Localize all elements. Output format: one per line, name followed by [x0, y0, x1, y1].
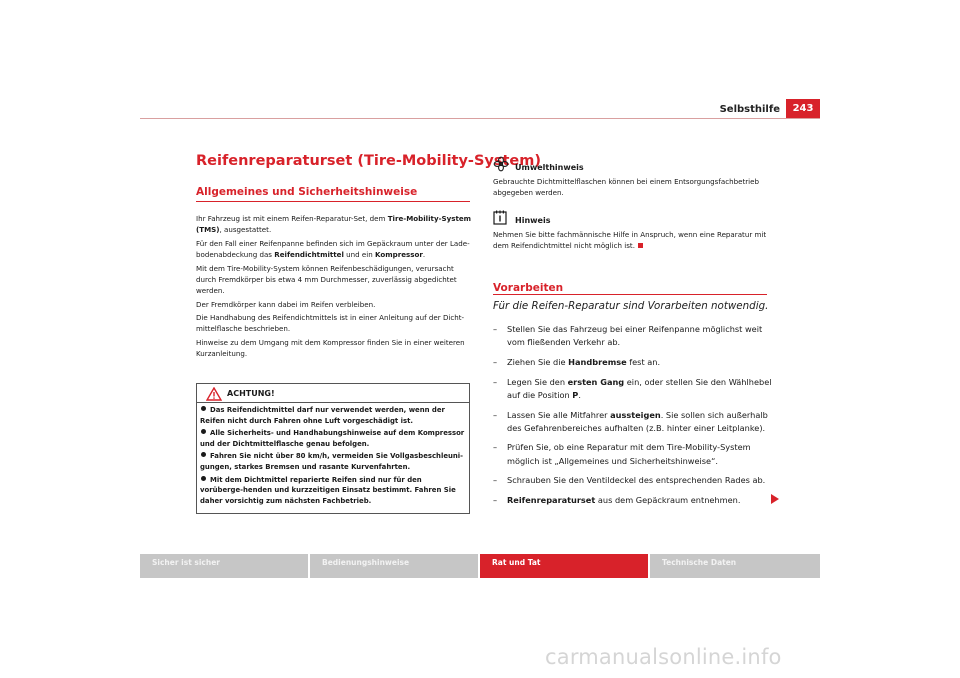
- paragraph: Hinweise zu dem Umgang mit dem Kompressor finden Sie in einer weiteren Kurzanleitung.: [196, 337, 465, 359]
- intro-text: [196, 213, 472, 362]
- tab-technische-daten[interactable]: Technische Daten: [650, 554, 820, 578]
- end-of-section-icon: [638, 243, 643, 248]
- tab-sicher-ist-sicher[interactable]: Sicher ist sicher: [140, 554, 308, 578]
- tab-rat-und-tat[interactable]: Rat und Tat: [480, 554, 648, 578]
- prep-rule: [493, 294, 767, 295]
- warning-item: Alle Sicherheits- und Handhabungshinweise auf dem Kompressor und der Dichtmittelflasche genau befolgen.: [200, 429, 465, 448]
- step-item: – Lassen Sie alle Mitfahrer aussteigen. Sie sollen sich außerhalb des Gefahrenbereiches aufhalten (z.B. hinter einer Leitplanke).: [493, 409, 768, 433]
- subtitle-rule: [196, 201, 470, 202]
- paragraph: Der Fremdkörper kann dabei im Reifen verbleiben.: [196, 299, 376, 309]
- bullet-icon: [201, 452, 206, 457]
- prep-title: Vorarbeiten: [493, 282, 564, 294]
- paragraph: Ihr Fahrzeug ist mit einem Reifen-Reparatur-Set, dem Tire-Mobility-System (TMS), ausgestattet.: [196, 214, 472, 235]
- warning-item: Mit dem Dichtmittel reparierte Reifen sind nur für den vorüberge-henden und kurzzeitigen Einsatz bestimmt. Fahren Sie daher vorsichtig zum nächsten Fachbetrieb.: [200, 475, 456, 505]
- warning-divider: [196, 402, 470, 403]
- step-item: – Prüfen Sie, ob eine Reparatur mit dem Tire-Mobility-System möglich ist „Allgemeines und Sicherheitshinweise“.: [493, 442, 751, 466]
- step-item: – Ziehen Sie die Handbremse fest an.: [493, 356, 661, 367]
- section-subtitle: Allgemeines und Sicherheitshinweise: [196, 186, 418, 198]
- environment-note-text: Gebrauchte Dichtmittelflaschen können bei einem Entsorgungsfachbetrieb abgegeben werden.: [493, 177, 760, 198]
- page-number: 243: [786, 99, 820, 119]
- paragraph: Für den Fall einer Reifenpanne befinden sich im Gepäckraum unter der Lade-bodenabdeckung das Reifendichtmittel und ein Kompressor.: [196, 238, 470, 259]
- running-header-title: Selbsthilfe: [719, 104, 780, 115]
- step-item: – Legen Sie den ersten Gang ein, oder stellen Sie den Wählhebel auf die Position P.: [493, 376, 772, 400]
- environment-note-title: Umwelthinweis: [515, 163, 584, 172]
- environment-flower-icon: [493, 156, 509, 172]
- warning-title: ACHTUNG!: [227, 389, 275, 398]
- next-page-arrow-icon[interactable]: [771, 494, 779, 504]
- prep-steps: [493, 323, 778, 514]
- step-item: – Stellen Sie das Fahrzeug bei einer Reifenpanne möglichst weit vom fließenden Verkehr ab.: [493, 324, 763, 348]
- bullet-icon: [201, 406, 206, 411]
- paragraph: Mit dem Tire-Mobility-System können Reifenbeschädigungen, verursacht durch Fremdkörper bis etwa 4 mm Durchmesser, zuverlässig abgedichtet werden.: [196, 263, 457, 295]
- warning-item: Fahren Sie nicht über 80 km/h, vermeiden Sie Vollgasbeschleuni-gungen, starkes Bremsen und rasante Kurvenfahrten.: [200, 452, 464, 471]
- info-note-title: Hinweis: [515, 216, 551, 225]
- step-item: – Schrauben Sie den Ventildeckel des entsprechenden Rades ab.: [493, 475, 766, 486]
- tab-bedienungshinweise[interactable]: Bedienungshinweise: [310, 554, 478, 578]
- info-note-text: Nehmen Sie bitte fachmännische Hilfe in Anspruch, wenn eine Reparatur mit dem Reifendichtmittel nicht möglich ist.: [493, 230, 767, 251]
- info-notepad-icon: [493, 210, 507, 225]
- header-rule: [140, 118, 820, 119]
- warning-list: [200, 405, 466, 508]
- warning-triangle-icon: [206, 387, 222, 401]
- prep-intro: Für die Reifen-Reparatur sind Vorarbeiten notwendig.: [493, 300, 769, 312]
- watermark: carmanualsonline.info: [545, 645, 782, 669]
- bullet-icon: [201, 429, 206, 434]
- step-item: – Reifenreparaturset aus dem Gepäckraum entnehmen.: [493, 495, 741, 506]
- warning-item: Das Reifendichtmittel darf nur verwendet werden, wenn der Reifen nicht durch Fahren ohne Luft vorgeschädigt ist.: [200, 406, 445, 425]
- section-title: Reifenreparaturset (Tire-Mobility-System): [196, 153, 541, 169]
- paragraph: Die Handhabung des Reifendichtmittels ist in einer Anleitung auf der Dicht-mittelflasche beschrieben.: [196, 313, 465, 334]
- bullet-icon: [201, 476, 206, 481]
